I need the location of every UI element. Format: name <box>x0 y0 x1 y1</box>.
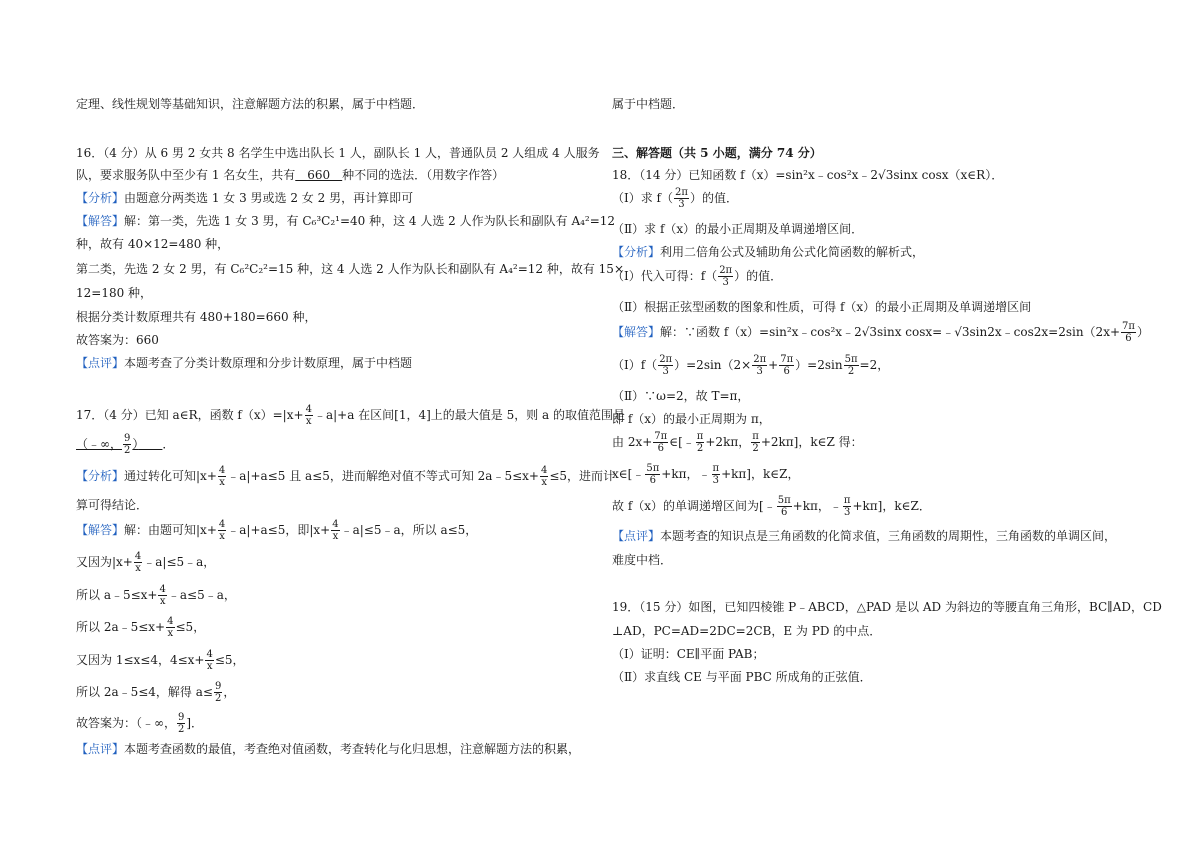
q17-stem: 17．（4 分）已知 a∈R，函数 f（x）=|x+ $\frac{4}{x}$ ﹣a|+a 在区间[1，4]上的最大值是 5，则 a 的取值范围是 <box>76 404 626 427</box>
q18-comment: 【点评】本题考查的知识点是三角函数的化简求值，三角函数的周期性，三角函数的单调区间， <box>612 529 1117 543</box>
q16-analysis: 【分析】由题意分两类选 1 女 3 男或选 2 女 2 男，再计算即可 <box>76 191 414 205</box>
fraction: $\frac{4}{x}$ <box>305 404 312 427</box>
analysis-tag: 【分析】 <box>76 469 125 483</box>
text-line: 由 2x+ $\frac{7\pi}{6}$ ∈[﹣ $\frac{\pi}{2}$ +2kπ， $\frac{\pi}{2}$ +2kπ]，k∈Z 得： <box>612 431 863 454</box>
q16-solution: 【解答】解：第一类，先选 1 女 3 男，有 C₆³C₂¹=40 种，这 4 人选 2 人作为队长和副队有 A₄²=12 <box>76 214 616 228</box>
text-line: 所以 2a﹣5≤x+ $\frac{4}{x}$ ≤5， <box>76 616 206 639</box>
text-line: 所以 a﹣5≤x+ $\frac{4}{x}$ ﹣a≤5﹣a， <box>76 584 236 607</box>
q17-analysis: 【分析】通过转化可知|x+ $\frac{4}{x}$ ﹣a|+a≤5 且 a≤5，进而解绝对值不等式可知 2a﹣5≤x+ $\frac{4}{x}$ ≤5，进而计 <box>76 465 616 488</box>
q17-comment: 【点评】本题考查函数的最值，考查绝对值函数，考查转化与化归思想，注意解题方法的积累， <box>76 742 581 756</box>
text-line: 12=180 种， <box>76 286 153 300</box>
section-heading: 三、解答题（共 5 小题，满分 74 分） <box>612 146 822 160</box>
q19-part1: （Ⅰ）证明：CE∥平面 PAB； <box>612 647 765 661</box>
q17-answer-line: （﹣∞， $\frac{9}{2}$ ） ． <box>76 433 175 456</box>
solution-tag: 【解答】 <box>76 214 125 228</box>
text-line: 算可得结论． <box>76 498 149 512</box>
solution-tag: 【解答】 <box>76 523 125 537</box>
text-line: 故答案为：660 <box>76 333 159 347</box>
text-line: （Ⅱ）∵ω=2，故 T=π， <box>612 389 750 403</box>
text-line: 又因为|x+ $\frac{4}{x}$ ﹣a|≤5﹣a， <box>76 551 216 574</box>
text-line: 根据分类计数原理共有 480+180=660 种， <box>76 310 317 324</box>
solution-tag: 【解答】 <box>612 325 661 339</box>
q16-comment: 【点评】本题考查了分类计数原理和分步计数原理，属于中档题 <box>76 356 413 370</box>
q18-analysis: 【分析】利用二倍角公式及辅助角公式化简函数的解析式， <box>612 245 925 259</box>
q18-stem: 18．（14 分）已知函数 f（x）=sin²x﹣cos²x﹣2√3sinx cosx（x∈R）． <box>612 168 1004 182</box>
text-line: 即 f（x）的最小正周期为 π， <box>612 412 771 426</box>
comment-tag: 【点评】 <box>76 742 125 756</box>
text-line: （Ⅰ）代入可得：f（ $\frac{2\pi}{3}$ ）的值． <box>612 265 783 288</box>
q17-solution: 【解答】解：由题可知|x+ $\frac{4}{x}$ ﹣a|+a≤5，即|x+ $\frac{4}{x}$ ﹣a|≤5﹣a，所以 a≤5， <box>76 519 478 542</box>
text-line: 种，故有 40×12=480 种， <box>76 237 230 251</box>
answer-blank: 660 <box>295 168 343 182</box>
text-line: 又因为 1≤x≤4，4≤x+ $\frac{4}{x}$ ≤5， <box>76 649 245 672</box>
text-line: ⊥AD，PC=AD=2DC=2CB，E 为 PD 的中点． <box>612 624 882 638</box>
comment-tag: 【点评】 <box>76 356 125 370</box>
text-line: 所以 2a﹣5≤4，解得 a≤ $\frac{9}{2}$ ， <box>76 681 236 704</box>
answer-blank: （﹣∞， $\frac{9}{2}$ ） <box>76 433 139 456</box>
analysis-tag: 【分析】 <box>76 191 125 205</box>
q16-stem: 16．（4 分）从 6 男 2 女共 8 名学生中选出队长 1 人，副队长 1 人，普通队员 2 人组成 4 人服务 <box>76 146 600 160</box>
q18-part1: （Ⅰ）求 f（ $\frac{2\pi}{3}$ ）的值． <box>612 187 738 210</box>
text-line: 定理、线性规划等基础知识，注意解题方法的积累，属于中档题． <box>76 97 425 111</box>
q18-solution: 【解答】解：∵函数 f（x）=sin²x﹣cos²x﹣2√3sinx cosx=﹣√3sin2x﹣cos2x=2sin（2x+ $\frac{7\pi}{6}$ ） <box>612 321 1149 344</box>
q19-part2: （Ⅱ）求直线 CE 与平面 PBC 所成角的正弦值． <box>612 670 872 684</box>
text-line: 难度中档． <box>612 553 673 567</box>
comment-tag: 【点评】 <box>612 529 661 543</box>
analysis-tag: 【分析】 <box>612 245 661 259</box>
text-line: 故答案为：（﹣∞， $\frac{9}{2}$ ]． <box>76 712 204 735</box>
text-line: （Ⅱ）根据正弦型函数的图象和性质，可得 f（x）的最小正周期及单调递增区间 <box>612 300 1032 314</box>
q19-stem: 19．（15 分）如图，已知四棱锥 P﹣ABCD，△PAD 是以 AD 为斜边的等腰直角三角形，BC∥AD，CD <box>612 600 1162 614</box>
q18-part2: （Ⅱ）求 f（x）的最小正周期及单调递增区间． <box>612 222 864 236</box>
text-line: 故 f（x）的单调递增区间为[﹣ $\frac{5\pi}{6}$ +kπ，﹣ $\frac{\pi}{3}$ +kπ]，k∈Z． <box>612 495 931 518</box>
text-line: 第二类，先选 2 女 2 男，有 C₆²C₂²=15 种，这 4 人选 2 人作为队长和副队有 A₄²=12 种，故有 15× <box>76 262 624 276</box>
text-line: x∈[﹣ $\frac{5\pi}{6}$ +kπ，﹣ $\frac{\pi}{3}$ +kπ]，k∈Z， <box>612 463 800 486</box>
q16-stem-2: 队，要求服务队中至少有 1 名女生，共有 660 种不同的选法．（用数字作答） <box>76 168 505 182</box>
text-line: 属于中档题． <box>612 97 685 111</box>
text-line: （Ⅰ）f（ $\frac{2\pi}{3}$ ）=2sin（2× $\frac{2\pi}{3}$ + $\frac{7\pi}{6}$ ）=2sin $\frac{5\pi}{2}$ =2， <box>612 354 890 377</box>
